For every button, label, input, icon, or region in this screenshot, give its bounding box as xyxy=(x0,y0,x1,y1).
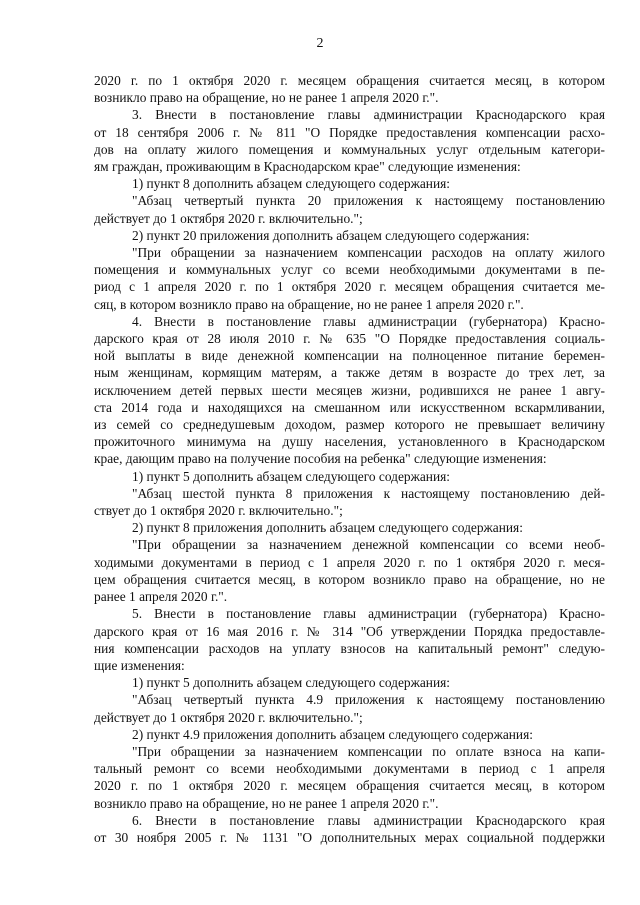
text-line: "При обращении за назначением компенсации расходов на оплату жилого xyxy=(132,245,605,261)
text-line: 2020 г. по 1 октября 2020 г. месяцем обращения считается месяц, в котором xyxy=(94,778,605,794)
text-line: "Абзац четвертый пункта 4.9 приложения к настоящему постановлению xyxy=(132,692,605,708)
text-line: ной выплаты в виде денежной компенсации на полноценное питание беремен- xyxy=(94,348,605,364)
text-line: дарского края от 28 июля 2010 г. № 635 "О Порядке предоставления социаль- xyxy=(94,331,605,347)
text-line: прожиточного минимума на душу населения, установленного в Краснодарском xyxy=(94,434,605,450)
paragraph xyxy=(94,812,605,846)
text-line: от 18 сентября 2006 г. № 811 "О Порядке предоставления компенсации расхо- xyxy=(94,124,605,140)
text-line: дарского края от 16 мая 2016 г. № 314 "Об утверждении Порядка предоставле- xyxy=(94,623,605,639)
text-line: ния компенсации расходов на уплату взносов на капитальный ремонт" следую- xyxy=(94,640,605,656)
text-line: ста 2014 года и находящихся на смешанном или искусственном вскармливании, xyxy=(94,399,605,415)
paragraph xyxy=(94,313,605,468)
text-line: цем обращения считается месяц, в котором возникло право на обращение, но не xyxy=(94,571,605,587)
text-line: 1) пункт 5 дополнить абзацем следующего содержания: xyxy=(132,468,451,484)
text-line: ным женщинам, кормящим матерям, а также детям в возрасте до трех лет, за xyxy=(94,365,605,381)
paragraph xyxy=(94,691,605,725)
paragraph xyxy=(94,468,605,485)
text-line: дов на оплату жилого помещения и коммунальных услуг отдельным категори- xyxy=(94,141,605,157)
text-line: тальный ремонт со всеми необходимыми документами в период с 1 апреля xyxy=(94,761,605,777)
paragraph xyxy=(94,244,605,313)
text-line: 4. Внести в постановление главы администрации (губернатора) Красно- xyxy=(132,313,605,329)
text-line: "Абзац четвертый пункта 20 приложения к настоящему постановлению xyxy=(132,193,605,209)
paragraph xyxy=(94,605,605,674)
text-line: от 30 ноября 2005 г. № 1131 "О дополнительных мерах социальной поддержки xyxy=(94,829,605,845)
text-line: сяц, в котором возникло право на обращение, но не ранее 1 апреля 2020 г.". xyxy=(94,296,524,312)
text-line: 2020 г. по 1 октября 2020 г. месяцем обращения считается месяц, в котором xyxy=(94,73,605,88)
paragraph xyxy=(94,175,605,192)
text-line: 5. Внести в постановление главы администрации (губернатора) Красно- xyxy=(132,606,605,622)
paragraph xyxy=(94,192,605,226)
text-line: ям граждан, проживающим в Краснодарском крае" следующие изменения: xyxy=(94,159,521,175)
paragraph xyxy=(94,485,605,519)
paragraph xyxy=(94,72,605,106)
text-line: 3. Внести в постановление главы администрации Краснодарского края xyxy=(132,107,605,123)
text-line: возникло право на обращение, но не ранее 1 апреля 2020 г.". xyxy=(94,90,439,106)
text-line: возникло право на обращение, но не ранее 1 апреля 2020 г.". xyxy=(94,795,439,811)
document-body xyxy=(94,72,605,846)
paragraph xyxy=(94,726,605,743)
text-line: действует до 1 октября 2020 г. включительно."; xyxy=(94,709,363,725)
text-line: ранее 1 апреля 2020 г.". xyxy=(94,589,228,605)
paragraph xyxy=(94,519,605,536)
text-line: 2) пункт 4.9 приложения дополнить абзацем следующего содержания: xyxy=(132,726,533,742)
text-line: "При обращении за назначением компенсации по оплате взноса на капи- xyxy=(132,743,605,759)
text-line: исключением детей первых шести месяцев жизни, родившихся не ранее 1 авгу- xyxy=(94,382,605,398)
text-line: "Абзац шестой пункта 8 приложения к настоящему постановлению дей- xyxy=(132,485,605,501)
text-line: 1) пункт 8 дополнить абзацем следующего содержания: xyxy=(132,176,451,192)
paragraph xyxy=(94,674,605,691)
paragraph xyxy=(94,227,605,244)
text-line: риод с 1 апреля 2020 г. по 1 октября 2020 г. месяцем обращения считается ме- xyxy=(94,279,605,295)
text-line: помещения и коммунальных услуг со всеми необходимыми документами в пе- xyxy=(94,262,605,278)
text-line: 1) пункт 5 дополнить абзацем следующего содержания: xyxy=(132,675,451,691)
text-line: ствует до 1 октября 2020 г. включительно."; xyxy=(94,503,343,519)
text-line: действует до 1 октября 2020 г. включительно."; xyxy=(94,210,363,226)
paragraph xyxy=(94,743,605,812)
text-line: ходимыми документами в период с 1 апреля 2020 г. по 1 октября 2020 г. меся- xyxy=(94,554,605,570)
text-line: "При обращении за назначением денежной компенсации со всеми необ- xyxy=(132,537,605,553)
page-number: 2 xyxy=(316,36,324,51)
text-line: щие изменения: xyxy=(94,657,185,673)
text-line: из семей со среднедушевым доходом, размер которого не превышает величину xyxy=(94,417,605,433)
text-line: 2) пункт 20 приложения дополнить абзацем следующего содержания: xyxy=(132,227,530,243)
text-line: крае, дающим право на получение пособия на ребенка" следующие изменения: xyxy=(94,451,547,467)
paragraph xyxy=(94,536,605,605)
paragraph xyxy=(94,106,605,175)
text-line: 2) пункт 8 приложения дополнить абзацем следующего содержания: xyxy=(132,520,523,536)
text-line: 6. Внести в постановление главы администрации Краснодарского края xyxy=(132,812,605,828)
